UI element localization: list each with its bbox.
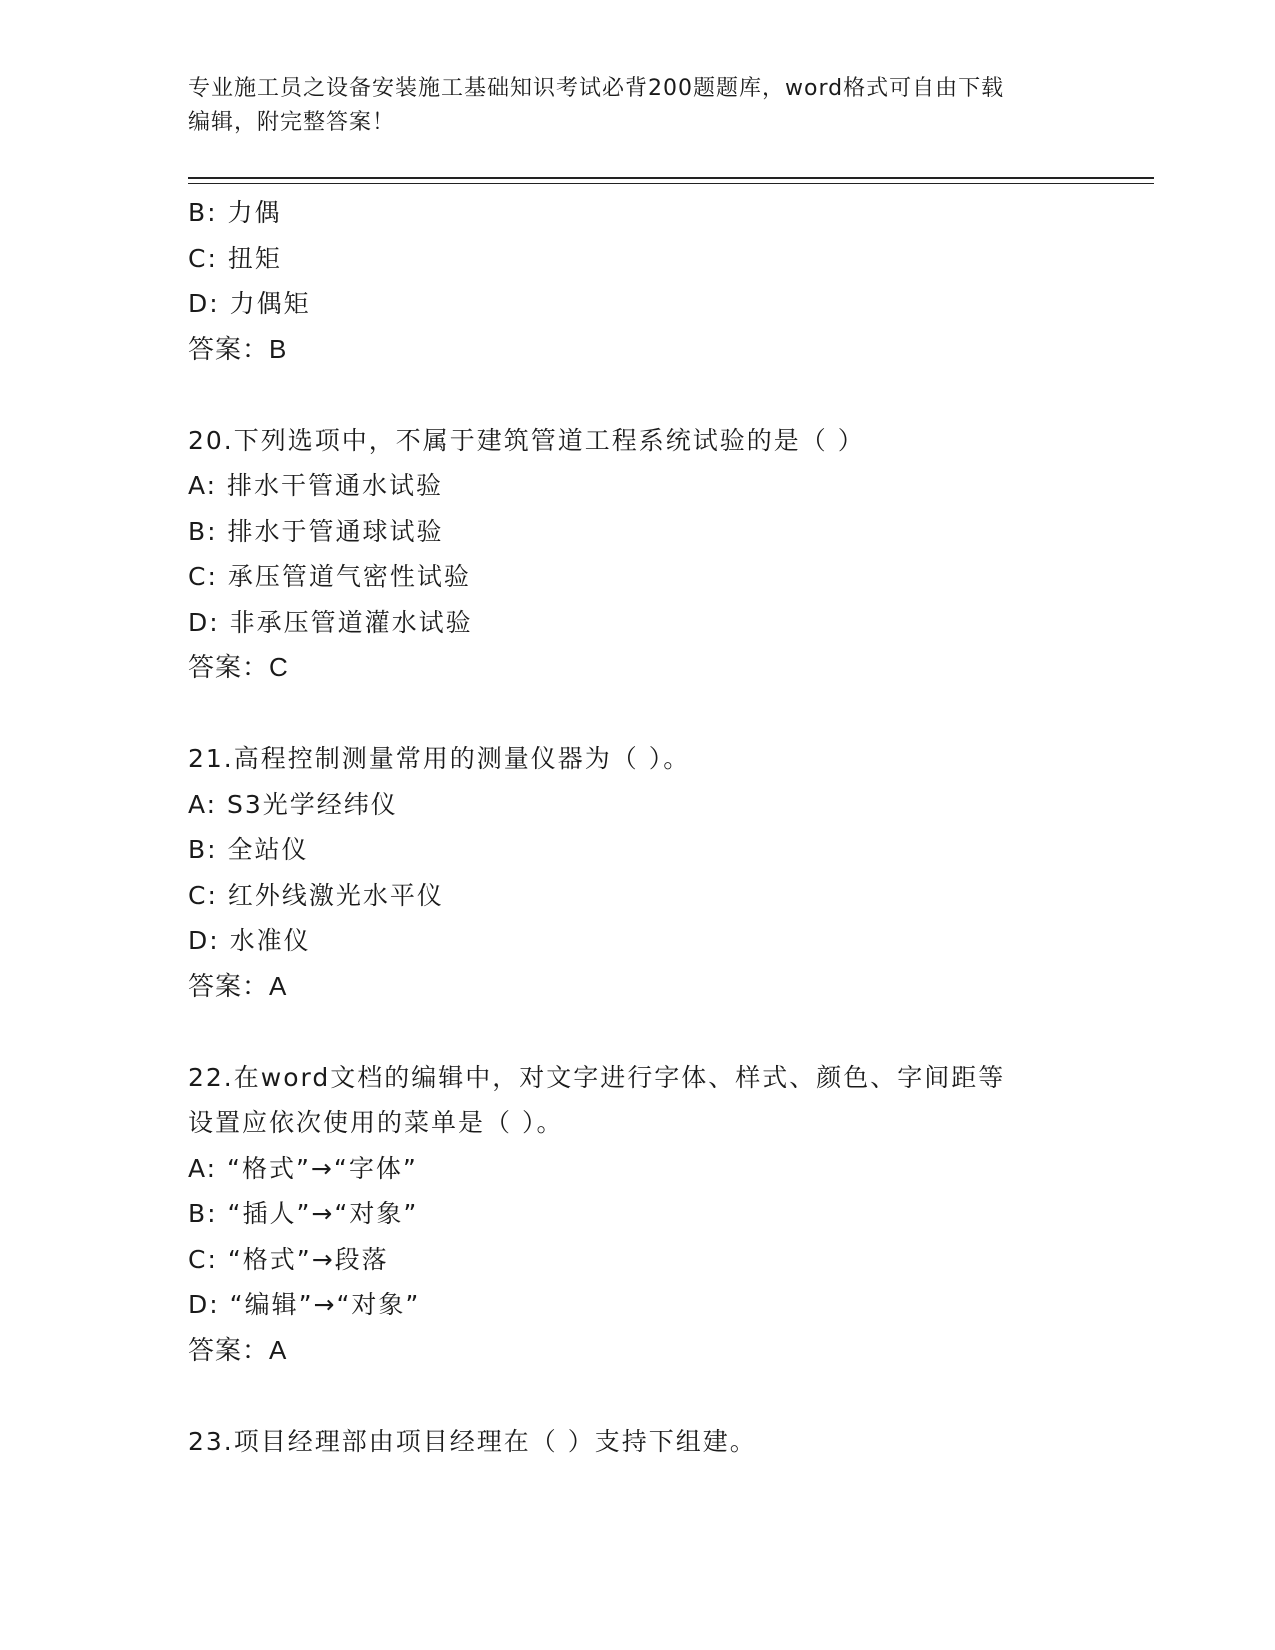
spacer	[188, 1373, 1088, 1419]
option-d: D: 非承压管道灌水试验	[188, 607, 473, 637]
answer: 答案：A	[188, 970, 288, 1001]
spacer	[188, 372, 1088, 418]
option-b: B: 力偶	[188, 198, 282, 227]
answer: 答案：A	[188, 1334, 288, 1365]
option-d: D: “编辑”→“对象”	[188, 1290, 421, 1319]
option-c: C: 扭矩	[188, 243, 282, 273]
spacer	[188, 691, 1088, 737]
option-d: D: 水准仪	[188, 926, 311, 955]
question-stem-line2: 设置应依次使用的菜单是（ ）。	[188, 1108, 564, 1137]
header-title-line2: 编辑，附完整答案！	[188, 110, 396, 135]
question-22	[188, 1055, 1088, 1374]
answer: 答案：C	[188, 652, 289, 682]
question-stem: 23.项目经理部由项目经理在（ ）支持下组建。	[188, 1426, 757, 1456]
option-a: A: 排水干管通水试验	[188, 471, 444, 500]
answer: 答案：B	[188, 333, 288, 364]
option-c: C: 红外线激光水平仪	[188, 880, 444, 910]
option-b: B: 排水于管通球试验	[188, 516, 444, 546]
question-21	[188, 736, 1088, 1009]
header-divider-thick	[188, 177, 1154, 179]
option-a: A: “格式”→“字体”	[188, 1153, 418, 1183]
option-b: B: 全站仪	[188, 835, 309, 864]
document-header	[188, 72, 1088, 140]
question-stem-line1: 22.在word文档的编辑中，对文字进行字体、样式、颜色、字间距等	[188, 1062, 1006, 1092]
option-c: C: 承压管道气密性试验	[188, 562, 471, 591]
header-title-line1: 专业施工员之设备安装施工基础知识考试必背200题题库，word格式可自由下载	[188, 76, 1005, 101]
question-23	[188, 1419, 1088, 1465]
option-a: A: S3光学经纬仪	[188, 789, 398, 819]
spacer	[188, 1009, 1088, 1055]
question-stem: 21.高程控制测量常用的测量仪器为（ ）。	[188, 744, 691, 773]
option-c: C: “格式”→段落	[188, 1244, 389, 1274]
question-20	[188, 418, 1088, 691]
header-divider-thin	[188, 183, 1154, 184]
question-stem: 20.下列选项中，不属于建筑管道工程系统试验的是（ ）	[188, 425, 865, 455]
document-body	[188, 190, 1088, 1464]
option-b: B: “插人”→“对象”	[188, 1199, 419, 1228]
option-d: D: 力偶矩	[188, 289, 311, 318]
question-19-tail	[188, 190, 1088, 372]
